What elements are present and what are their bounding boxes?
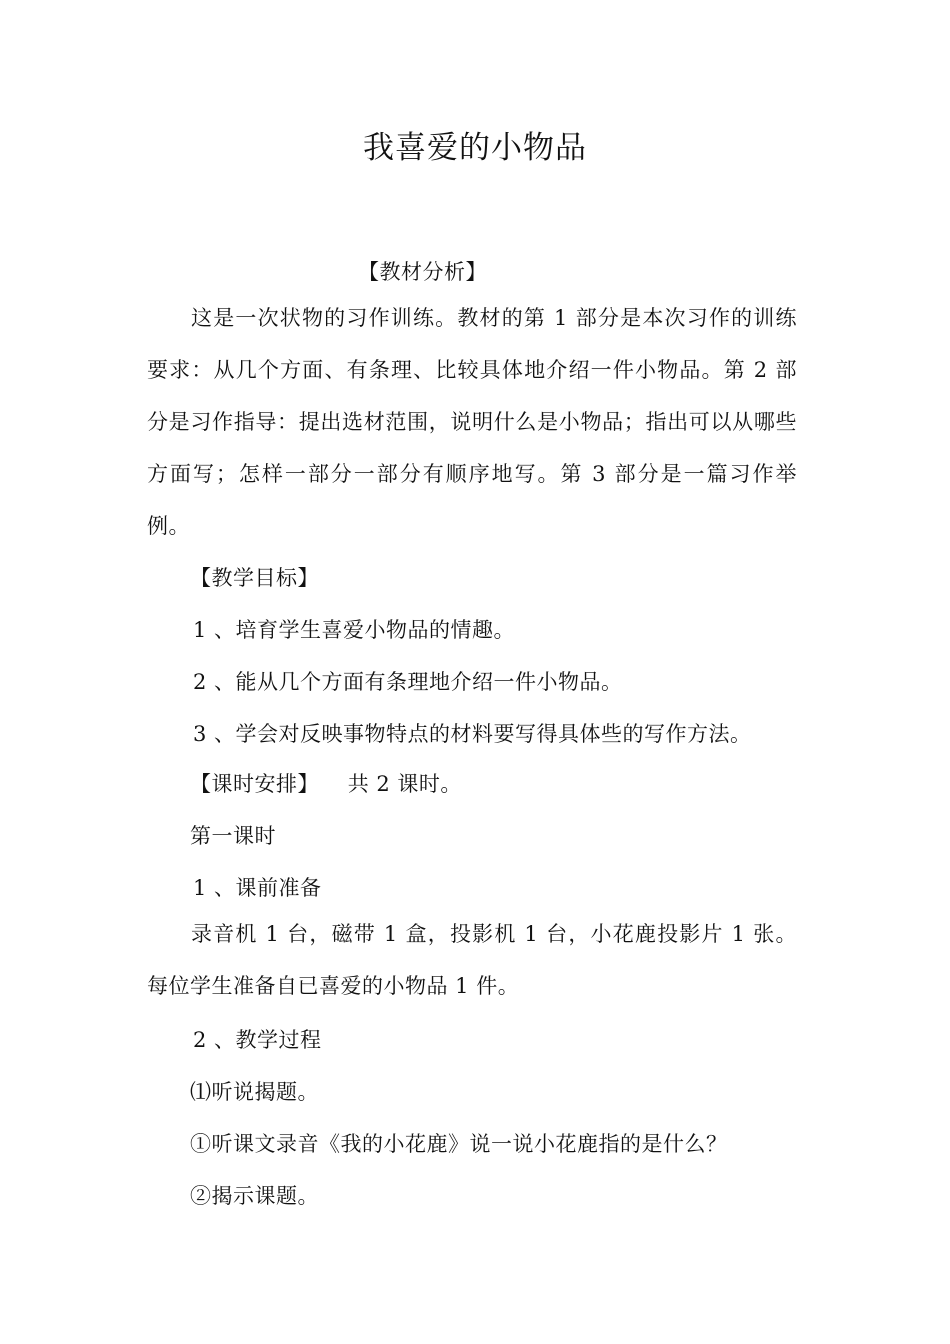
document-title: 我喜爱的小物品 (363, 130, 587, 166)
goals-heading: 【教学目标】 (190, 566, 319, 590)
step-1b: ②揭示课题。 (190, 1184, 319, 1208)
step-1: ⑴听说揭题。 (190, 1080, 319, 1104)
prep-paragraph: 录音机 1 台，磁带 1 盒，投影机 1 台，小花鹿投影片 1 张。每位学生准备自已喜爱的小物品 1 件。 (147, 922, 797, 998)
goal-item-1: 1 、培育学生喜爱小物品的情趣。 (193, 618, 516, 642)
step-1a: ①听课文录音《我的小花鹿》说一说小花鹿指的是什么？ (190, 1132, 728, 1156)
goal-item-3: 3 、学会对反映事物特点的材料要写得具体些的写作方法。 (193, 722, 752, 746)
schedule-line: 【课时安排】 共 2 课时。 (190, 772, 462, 796)
goal-item-2: 2 、能从几个方面有条理地介绍一件小物品。 (193, 670, 623, 694)
process-heading: 2 、教学过程 (193, 1028, 322, 1052)
prep-heading: 1 、课前准备 (193, 876, 322, 900)
first-lesson-heading: 第一课时 (190, 824, 276, 848)
analysis-paragraph: 这是一次状物的习作训练。教材的第 1 部分是本次习作的训练要求：从几个方面、有条理、比较具体地介绍一件小物品。第 2 部分是习作指导：提出选材范围，说明什么是小物品；指出可以从哪些方面写；怎样一部分一部分有顺序地写。第 3 部分是一篇习作举例。 (147, 306, 797, 538)
analysis-heading: 【教材分析】 (358, 260, 487, 284)
